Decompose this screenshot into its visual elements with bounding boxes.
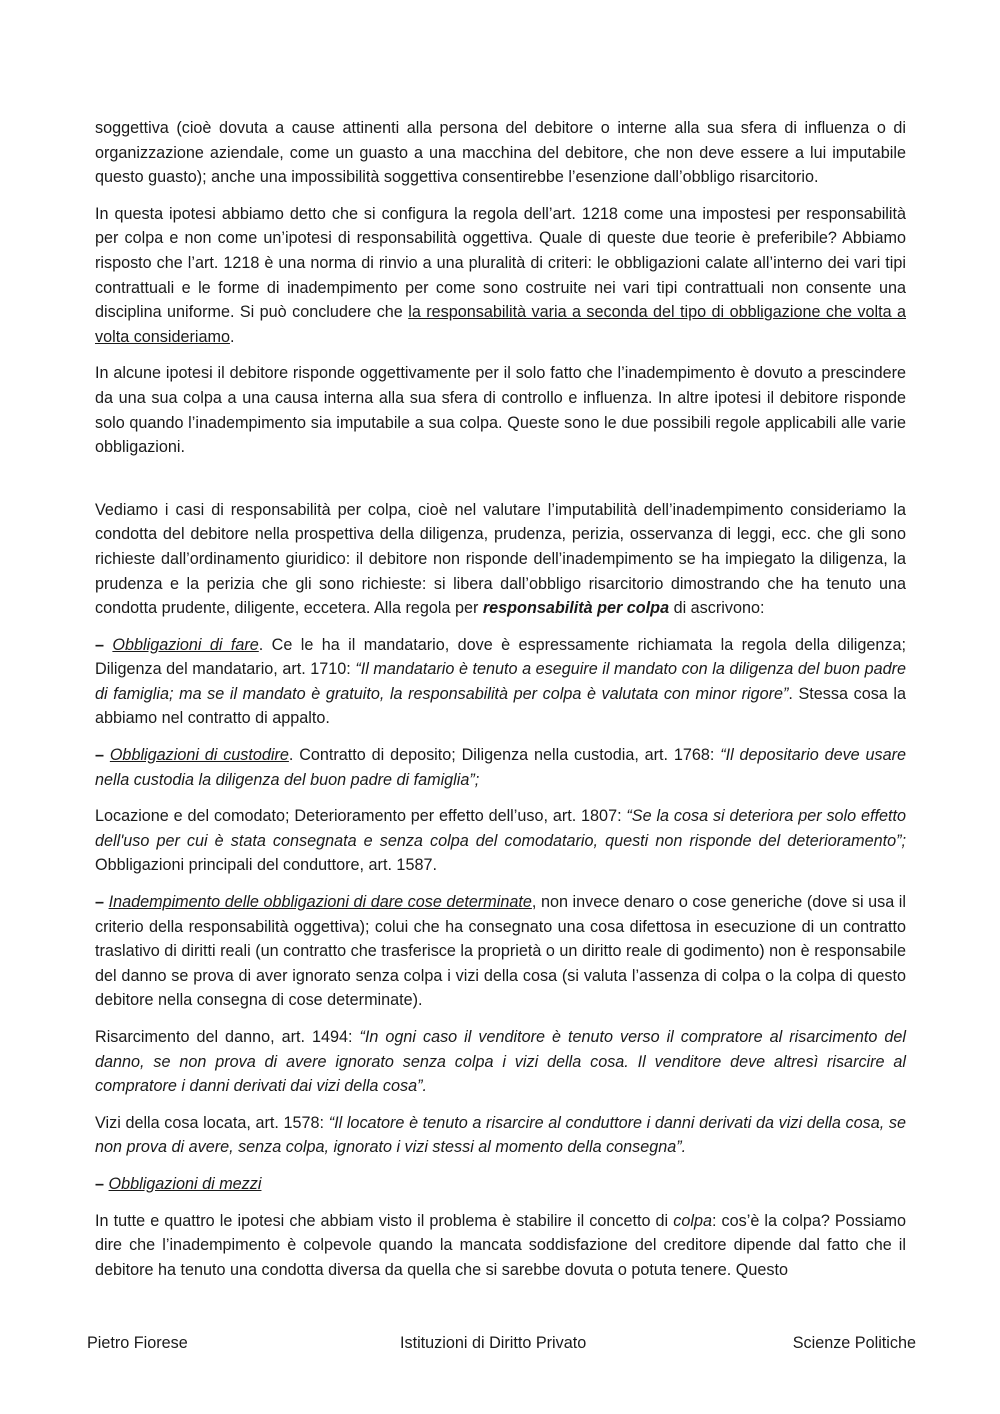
quote-text: “Il locatore è tenuto a risarcire al conduttore i danni derivati da vizi della cosa, se non prova di avere, senza colpa, ignorato i vizi stessi al momento della consegna”. xyxy=(95,1113,906,1157)
paragraph xyxy=(95,804,906,878)
list-item xyxy=(95,633,906,731)
paragraph-text: . Contratto di deposito; Diligenza nella custodia, art. 1768: xyxy=(288,746,721,765)
paragraph-text: In alcune ipotesi il debitore risponde oggettivamente per il solo fatto che l’inadempimento è dovuto a prescindere da una sua colpa a una causa interna alla sua sfera di controllo e influenza. In altre ipotesi il debitore risponde solo quando l’inadempimento sia imputabile a sua colpa. Queste sono le due possibili regole applicabili alle varie obbligazioni. xyxy=(95,364,906,457)
paragraph-text: di ascrivono: xyxy=(669,599,765,618)
paragraph xyxy=(95,116,906,190)
paragraph-text: : cos’è la colpa? Possiamo dire che l’inadempimento è colpevole quando la mancata soddisfazione del creditore dipende dal fatto che il debitore ha tenuto una condotta diversa da quella che si sarebbe dovuta o potuta tenere. Questo xyxy=(95,1211,906,1279)
paragraph-text: , non invece denaro o cose generiche (dove si usa il criterio della responsabilità oggettiva); colui che ha consegnato una cosa difettosa in esecuzione di un contratto traslativo di diritti reali (un contratto che trasferisce la proprietà o un diritto reale di godimento) non è responsabile del danno se prova di aver ignorato senza colpa i vizi della cosa (si valuta l’assenza di colpa o la colpa di questo debitore nella consegna di cose determinate). xyxy=(95,893,906,1010)
paragraph xyxy=(95,498,906,621)
paragraph xyxy=(95,361,906,459)
list-item xyxy=(95,890,906,1013)
footer-course: Istituzioni di Diritto Privato xyxy=(400,1334,587,1352)
footer-author: Pietro Fiorese xyxy=(87,1334,188,1352)
paragraph-text: . xyxy=(229,327,235,346)
paragraph-text: Vizi della cosa locata, art. 1578: xyxy=(95,1113,329,1132)
paragraph-text: soggettiva (cioè dovuta a cause attinenti alla persona del debitore o interne alla sua sfera di influenza o di organizzazione aziendale, come un guasto a una macchina del debitore, che non deve essere a lui imputabile questo guasto); anche una impossibilità soggettiva consentirebbe l’esenzione dall’obbligo risarcitorio. xyxy=(95,119,906,187)
document-body xyxy=(95,116,906,1294)
paragraph xyxy=(95,202,906,350)
paragraph-text: . Ce le ha il mandatario, dove è espressamente richiamata la regola della diligenza; Diligenza del mandatario, art. 1710: xyxy=(95,635,906,679)
dash-bullet: – xyxy=(95,746,110,765)
paragraph-text: Risarcimento del danno, art. 1494: xyxy=(95,1028,360,1046)
dash-bullet: – xyxy=(95,635,113,654)
quote-text: “Se la cosa si deteriora per solo effetto dell'uso per cui è stata consegnata e senza colpa del comodatario, questi non risponde del deterioramento”; xyxy=(95,807,906,850)
item-heading: Obbligazioni di mezzi xyxy=(108,1174,262,1193)
item-heading: Obbligazioni di custodire xyxy=(109,746,289,765)
paragraph-text: Locazione e del comodato; Deterioramento per effetto dell’uso, art. 1807: xyxy=(95,807,627,826)
paragraph-text: In questa ipotesi abbiamo detto che si configura la regola dell’art. 1218 come una impostesi per responsabilità per colpa e non come un’ipotesi di responsabilità oggettiva. Quale di queste due teorie è preferibile? Abbiamo risposto che l’art. 1218 è una norma di rinvio a una pluralità di criteri: le obbligazioni calate all’interno dei vari tipi contrattuali e le forme di inadempimento per come sono costruite nei vari tipi contrattuali non consente una disciplina uniforme. Si può concludere che xyxy=(95,204,906,322)
quote-text: “Il depositario deve usare nella custodia la diligenza del buon padre di famiglia”; xyxy=(95,746,906,789)
bold-italic-text: responsabilità per colpa xyxy=(482,599,670,618)
paragraph-text: . Stessa cosa la abbiamo nel contratto di appalto. xyxy=(95,684,906,728)
list-item xyxy=(95,1172,906,1197)
quote-text: “In ogni caso il venditore è tenuto verso il compratore al risarcimento del danno, se non prova di avere ignorato senza colpa i vizi della cosa. Il venditore deve altresì risarcire al compratore i danni derivati dai vizi della cosa”. xyxy=(95,1028,907,1096)
paragraph xyxy=(95,1111,906,1160)
item-heading: Obbligazioni di fare xyxy=(112,635,259,654)
dash-bullet: – xyxy=(95,1174,109,1193)
paragraph-text: Obbligazioni principali del conduttore, art. 1587. xyxy=(95,856,437,875)
paragraph xyxy=(95,1209,906,1283)
dash-bullet: – xyxy=(95,893,109,912)
list-item xyxy=(95,743,906,792)
paragraph-text: Vediamo i casi di responsabilità per colpa, cioè nel valutare l’imputabilità dell’inadempimento consideriamo la condotta del debitore nella prospettiva della diligenza, prudenza, perizia, osservanza di leggi, ecc. che gli sono richieste dall’ordinamento giuridico: il debitore non risponde dell’inadempimento se ha impiegato la diligenza, la prudenza e la perizia che gli sono richieste: si libera dall’obbligo risarcitorio dimostrando che ha tenuto una condotta prudente, diligente, eccetera. Alla regola per xyxy=(95,500,906,618)
quote-text: “Il mandatario è tenuto a eseguire il mandato con la diligenza del buon padre di famiglia; ma se il mandato è gratuito, la responsabilità per colpa è valutata con minor rigore” xyxy=(95,660,906,703)
item-heading: Inadempimento delle obbligazioni di dare cose determinate xyxy=(108,893,532,912)
paragraph xyxy=(95,1025,906,1099)
paragraph-text: In tutte e quattro le ipotesi che abbiam visto il problema è stabilire il concetto di xyxy=(95,1211,674,1230)
underlined-text: la responsabilità varia a seconda del tipo di obbligazione che volta a volta consideriamo xyxy=(95,303,906,346)
italic-term: colpa xyxy=(673,1211,712,1230)
footer-faculty: Scienze Politiche xyxy=(792,1334,916,1352)
